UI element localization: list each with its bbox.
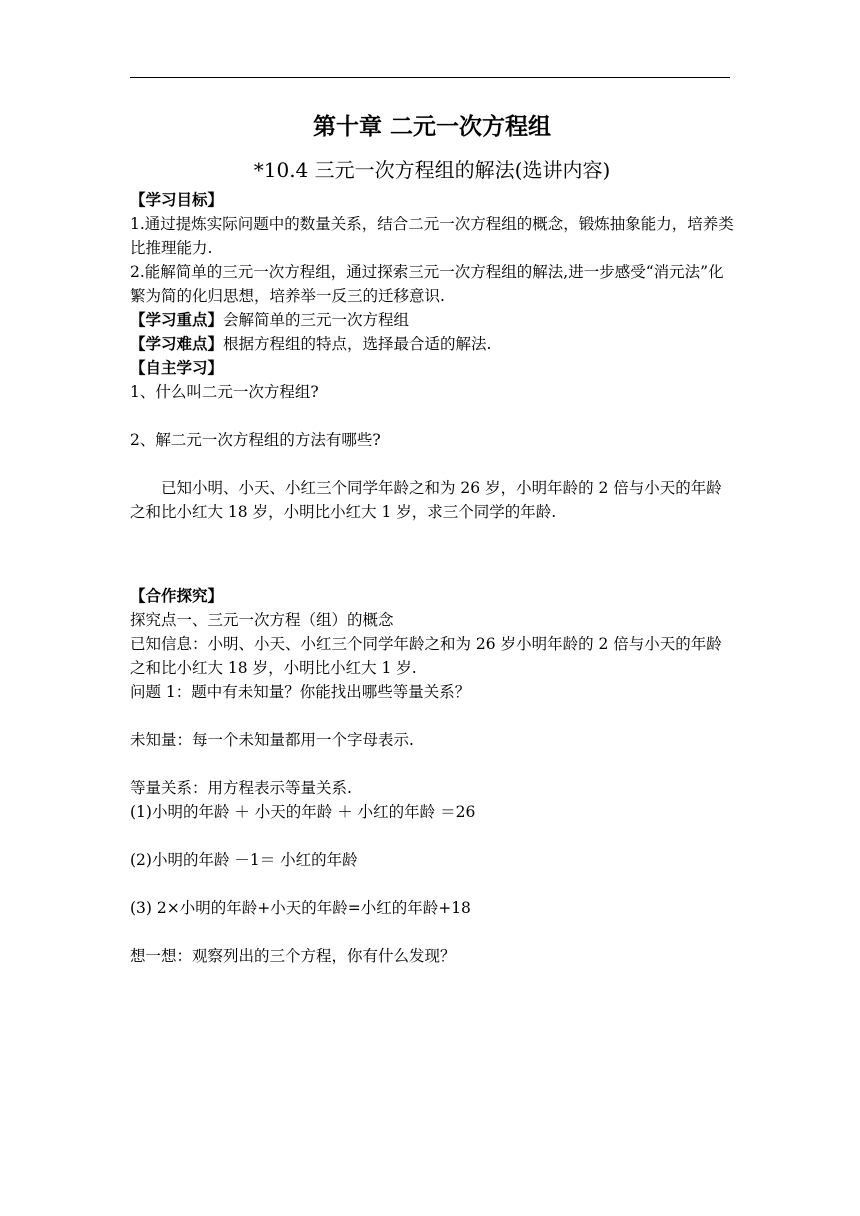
difficulty-text: 根据方程组的特点，选择最合适的解法.	[223, 335, 492, 353]
spacer	[130, 548, 734, 572]
spacer	[130, 572, 734, 584]
key-point-heading: 【学习重点】	[130, 311, 224, 329]
difficulty-heading: 【学习难点】	[130, 335, 224, 353]
given-information: 已知信息：小明、小天、小红三个同学年龄之和为 26 岁小明年龄的 2 倍与小天的年龄之和比小红大 18 岁，小明比小红大 1 岁.	[130, 635, 722, 677]
spacer	[130, 920, 734, 944]
document-page	[130, 100, 734, 968]
question-1: 问题 1：题中有未知量？你能找出哪些等量关系？	[130, 683, 471, 701]
spacer	[130, 824, 734, 848]
self-study-heading: 【自主学习】	[130, 359, 224, 377]
spacer	[130, 404, 734, 428]
section-title: *10.4 三元一次方程组的解法(选讲内容)	[253, 158, 611, 182]
spacer	[130, 452, 734, 476]
spacer	[130, 704, 734, 728]
think-prompt: 想一想：观察列出的三个方程，你有什么发现？	[130, 947, 456, 965]
unknowns-text: 未知量：每一个未知量都用一个字母表示.	[130, 731, 414, 749]
equation-2: (2)小明的年龄 －1＝ 小红的年龄	[130, 851, 358, 869]
equation-1: (1)小明的年龄 ＋ 小天的年龄 ＋ 小红的年龄 ＝26	[130, 803, 476, 821]
difficulty-line	[130, 332, 734, 356]
header-rule	[130, 77, 730, 78]
spacer	[130, 872, 734, 896]
learning-goal-2: 2.能解简单的三元一次方程组，通过探索三元一次方程组的解法,进一步感受“消元法”化繁为简的化归思想，培养举一反三的迁移意识.	[130, 263, 724, 305]
relations-text: 等量关系：用方程表示等量关系.	[130, 779, 352, 797]
chapter-title: 第十章 二元一次方程组	[312, 114, 551, 140]
self-study-question-2: 2、解二元一次方程组的方法有哪些?	[130, 431, 381, 449]
self-study-question-1: 1、什么叫二元一次方程组?	[130, 383, 319, 401]
spacer	[130, 752, 734, 776]
exploration-point-1: 探究点一、三元一次方程（组）的概念	[130, 611, 394, 629]
cooperation-heading: 【合作探究】	[130, 587, 224, 605]
key-point-line	[130, 308, 734, 332]
learning-goals-heading: 【学习目标】	[130, 191, 224, 209]
key-point-text: 会解简单的三元一次方程组	[223, 311, 410, 329]
self-study-problem: 已知小明、小天、小红三个同学年龄之和为 26 岁，小明年龄的 2 倍与小天的年龄之和比小红大 18 岁，小明比小红大 1 岁，求三个同学的年龄.	[130, 479, 722, 521]
learning-goal-1: 1.通过提炼实际问题中的数量关系，结合二元一次方程组的概念，锻炼抽象能力，培养类比推理能力.	[130, 215, 734, 257]
spacer	[130, 524, 734, 548]
equation-3: (3) 2×小明的年龄+小天的年龄=小红的年龄+18	[130, 899, 471, 917]
